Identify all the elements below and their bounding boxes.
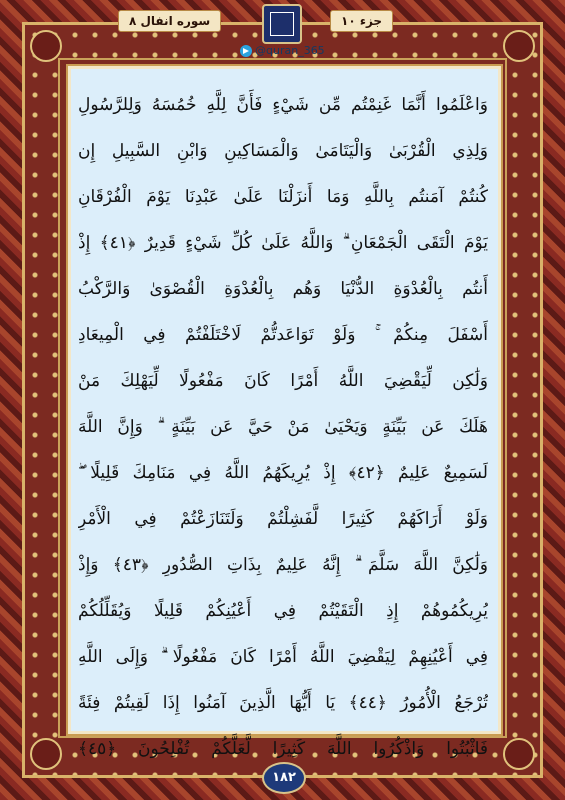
verse-line: لَسَمِيعٌ عَلِيمٌ ﴿٤٢﴾ إِذْ يُرِيكَهُمُ اللَّهُ فِي مَنَامِكَ قَلِيلًا ۖ <box>78 463 488 483</box>
corner-ornament <box>30 738 62 770</box>
verse-line: هَلَكَ عَن بَيِّنَةٍ وَيَحْيَىٰ مَنْ حَيَّ عَن بَيِّنَةٍ ۗ وَإِنَّ اللَّهَ <box>78 417 488 437</box>
verse-line: يَوْمَ الْتَقَى الْجَمْعَانِ ۗ وَاللَّهُ عَلَىٰ كُلِّ شَيْءٍ قَدِيرٌ ﴿٤١﴾ إِذْ <box>78 233 488 253</box>
page-number: ١٨٢ <box>262 762 306 794</box>
verse-line: وَلَٰكِنَّ اللَّهَ سَلَّمَ ۗ إِنَّهُ عَلِيمٌ بِذَاتِ الصُّدُورِ ﴿٤٣﴾ وَإِذْ <box>78 555 488 575</box>
verse-line: وَلِذِي الْقُرْبَىٰ وَالْيَتَامَىٰ وَالْمَسَاكِينِ وَابْنِ السَّبِيلِ إِن <box>78 141 488 161</box>
verse-line: أَنتُم بِالْعُدْوَةِ الدُّنْيَا وَهُم بِالْعُدْوَةِ الْقُصْوَىٰ وَالرَّكْبُ <box>78 279 488 299</box>
verse-line: فِي أَعْيُنِهِمْ لِيَقْضِيَ اللَّهُ أَمْرًا كَانَ مَفْعُولًا ۗ وَإِلَى اللَّهِ <box>78 647 488 667</box>
corner-ornament <box>503 738 535 770</box>
handle-text: @quran_365 <box>255 44 325 57</box>
verse-lines <box>78 82 488 772</box>
juz-label: جزء ١٠ <box>330 10 393 32</box>
verse-line: أَسْفَلَ مِنكُمْ ۚ وَلَوْ تَوَاعَدتُّمْ لَاخْتَلَفْتُمْ فِي الْمِيعَادِ <box>78 325 488 345</box>
telegram-icon <box>240 45 252 57</box>
channel-handle[interactable] <box>240 43 325 59</box>
surah-label: سوره انفال ٨ <box>118 10 221 32</box>
verse-line: وَلَٰكِن لِّيَقْضِيَ اللَّهُ أَمْرًا كَانَ مَفْعُولًا لِّيَهْلِكَ مَنْ <box>78 371 488 391</box>
verse-line: فَاثْبُتُوا وَاذْكُرُوا اللَّهَ كَثِيرًا لَّعَلَّكُمْ تُفْلِحُونَ ﴿٤٥﴾ <box>78 739 488 759</box>
verse-line: تُرْجَعُ الْأُمُورُ ﴿٤٤﴾ يَا أَيُّهَا الَّذِينَ آمَنُوا إِذَا لَقِيتُمْ فِئَةً <box>78 693 488 713</box>
verse-line: يُرِيكُمُوهُمْ إِذِ الْتَقَيْتُمْ فِي أَعْيُنِكُمْ قَلِيلًا وَيُقَلِّلُكُمْ <box>78 601 488 621</box>
verse-line: وَاعْلَمُوا أَنَّمَا غَنِمْتُم مِّن شَيْءٍ فَأَنَّ لِلَّهِ خُمُسَهُ وَلِلرَّسُولِ <box>78 95 488 115</box>
verse-line: كُنتُمْ آمَنتُم بِاللَّهِ وَمَا أَنزَلْنَا عَلَىٰ عَبْدِنَا يَوْمَ الْفُرْقَانِ <box>78 187 488 207</box>
quran-logo-icon <box>262 4 302 44</box>
verse-line: وَلَوْ أَرَاكَهُمْ كَثِيرًا لَّفَشِلْتُمْ وَلَتَنَازَعْتُمْ فِي الْأَمْرِ <box>78 509 488 529</box>
page-header <box>0 0 565 44</box>
